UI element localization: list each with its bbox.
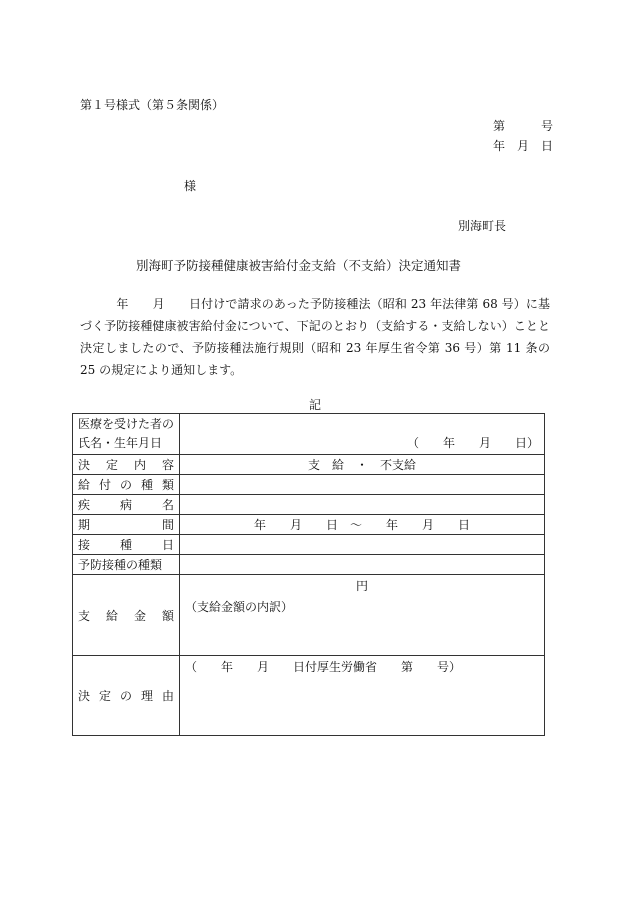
decision-table — [72, 413, 545, 736]
benefit-type-value — [180, 475, 545, 495]
amount-unit: 円 — [355, 579, 368, 593]
amount-label-text: 支 給 金 額 — [78, 608, 174, 623]
vaccination-date-value — [180, 535, 545, 555]
table-row — [73, 475, 545, 495]
ki-marker: 記 — [309, 398, 322, 412]
document-date: 年 月 日 — [493, 139, 554, 153]
table-row — [73, 455, 545, 475]
issuer: 別海町長 — [458, 219, 507, 233]
birth-date-cell — [180, 414, 545, 455]
patient-label-line1: 医療を受けた者の — [78, 417, 175, 431]
benefit-type-label — [73, 475, 180, 495]
reason-label-text: 決 定 の 理 由 — [78, 689, 174, 703]
period-value: 年 月 日 ～ 年 月 日 — [180, 515, 545, 535]
amount-cell — [180, 575, 545, 656]
reason-value: （ 年 月 日付厚生労働省 第 号） — [185, 660, 462, 674]
vaccination-date-label-text: 接 種 日 — [78, 538, 174, 552]
benefit-type-label-text: 給 付 の 種 類 — [78, 478, 174, 492]
period-label — [73, 515, 180, 535]
period-label-text: 期 間 — [78, 518, 174, 532]
addressee: 様 — [184, 179, 197, 193]
table-row — [73, 575, 545, 656]
table-row — [73, 414, 545, 455]
vaccine-type-label: 予防接種の種類 — [73, 555, 180, 575]
patient-label-line2: 氏名・生年月日 — [78, 436, 163, 450]
reason-cell — [180, 656, 545, 736]
amount-label — [73, 575, 180, 656]
vaccine-type-value — [180, 555, 545, 575]
table-row — [73, 555, 545, 575]
decision-value: 支 給 ・ 不支給 — [180, 455, 545, 475]
disease-value — [180, 495, 545, 515]
amount-breakdown: （支給金額の内訳） — [185, 600, 294, 614]
disease-label — [73, 495, 180, 515]
table-row — [73, 515, 545, 535]
vaccination-date-label — [73, 535, 180, 555]
disease-label-text: 疾 病 名 — [78, 498, 174, 512]
decision-label-text: 決 定 内 容 — [78, 458, 174, 472]
form-number-label: 第１号様式（第５条関係） — [80, 98, 225, 112]
patient-label — [73, 414, 180, 455]
document-title: 別海町予防接種健康被害給付金支給（不支給）決定通知書 — [136, 258, 462, 273]
birth-date-value: （ 年 月 日） — [406, 436, 539, 450]
table-row — [73, 535, 545, 555]
table-row — [73, 495, 545, 515]
decision-label — [73, 455, 180, 475]
table-row — [73, 656, 545, 736]
body-paragraph: 年 月 日付けで請求のあった予防接種法（昭和 23 年法律第 68 号）に基づく予防接種健康被害給付金について、下記のとおり（支給する・支給しない）ことと決定しましたので、予防接種法施行規則（昭和 23 年厚生省令第 36 号）第 11 条の 25 の規定により通知します。 — [80, 297, 550, 377]
reason-label — [73, 656, 180, 736]
document-number: 第 号 — [493, 119, 554, 133]
